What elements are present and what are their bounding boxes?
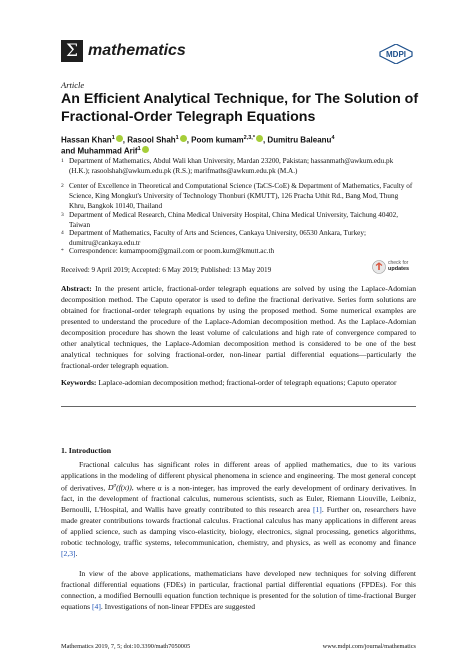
svg-text:MDPI: MDPI (386, 50, 406, 59)
orcid-icon[interactable] (116, 135, 123, 142)
mdpi-logo-icon[interactable] (379, 44, 413, 64)
publication-dates: Received: 9 April 2019; Accepted: 6 May 2019; Published: 13 May 2019 (61, 266, 272, 274)
section-heading: 1. Introduction (61, 446, 112, 455)
abstract: Abstract: In the present article, fractional-order telegraph equations are solved by using the Laplace-Adomian decomposition method. The Caputo operator is used to define the fractional derivative. Series form solutions are obtained for fractional-order telegraph equations by using the proposed method. Some numerical examples are presented to understand the procedure of the Laplace-Adomian decomposition method. As the Laplace-Adomian decomposition procedure has shown the least volume of calculations and high rate of convergence compared to other analytical techniques, the Laplace-Adomian decomposition method is considered to be one of the best analytical techniques for solving fractional-order, non-linear partial differential equations—particularly the fractional-order telegraph equation. (61, 284, 416, 370)
journal-name[interactable]: mathematics (88, 42, 186, 59)
author-list: Hassan Khan$^1$ , Rasool Shah$^1$ , Poom kumam$^{2,3,*}$ , Dumitru Baleanu$^4$ (61, 135, 335, 145)
affiliation: 1 Department of Mathematics, Abdul Wali khan University, Mardan 23200, Pakistan; hassanmath@awkum.edu.pk (H.K.); rasoolshah@awkum.edu.pk (R.S.); marifmaths@awkum.edu.pk (M.A.) (61, 157, 394, 175)
intro-paragraph: Fractional calculus has significant roles in different areas of applied mathematics, due to its various applications in the modeling of different physical phenomena in science and engineering. The most general concept of derivatives, $D^\alpha(f(x))$, where α is a non-integer, has improved the early development of ordinary derivatives. In fact, in the development of fractional calculus, numerous scientists, such as Euler, Riemann Liouville, Leibniz, Bernoulli, L'Hospital, and Wallis have greatly contributed to this research area [1]. Further on, researchers have made greater contributions towards fractional calculus. Fractional calculus has many applications in different areas of applied science, such as damping visco-elasticity, biology, electronics, signal processing, genetics algorithms, robotic technology, traffic systems, telecommunication, chemistry, and physics, as well as economy and finance [2,3]. (61, 460, 417, 559)
citation-link[interactable]: [4] (92, 601, 101, 611)
intro-paragraph: In view of the above applications, mathematicians have developed new techniques for solving different fractional differential equations (FDEs) in particular, fractional partial differential equations (FPDEs). For this connection, a modified Bernoulli equation function technique is presented for the solution of time-fractional Burger equations [4]. Investigations of non-linear FPDEs are suggested (61, 569, 416, 611)
affiliation: 4 Department of Mathematics, Faculty of Arts and Sciences, Cankaya University, 06530 Ankara, Turkey; dumitru@cankaya.edu.tr (61, 229, 366, 247)
journal-logo-icon: Σ (61, 40, 83, 62)
author-name[interactable]: Poom kumam (191, 135, 244, 145)
author-name[interactable]: Hassan Khan (61, 135, 112, 145)
citation-link[interactable]: [2,3] (61, 549, 76, 559)
check-updates-icon (372, 260, 386, 274)
author-list-continued: and Muhammad Arif$^1$ (61, 144, 149, 157)
article-type: Article (61, 80, 85, 90)
author-name[interactable]: Dumitru Baleanu (267, 135, 332, 145)
affiliation: 2 Center of Excellence in Theoretical and Computational Science (TaCS-CoE) & Department of Mathematics, Faculty of Science, King Mongkut's University of Technology Thonburi (KMUTT), 126 Pracha Uthit Rd., Bang Mod, Thung Khru, Bangkok 10140, Thailand (61, 182, 413, 210)
orcid-icon[interactable] (142, 146, 149, 153)
author-name[interactable]: and Muhammad Arif (61, 146, 138, 156)
correspondence: * Correspondence: kumampoom@gmail.com or poom.kum@kmutt.ac.th (61, 247, 275, 255)
affiliation: 3 Department of Medical Research, China Medical University Hospital, China Medical University, Taichung 40402, Taiwan (61, 211, 399, 229)
footer-citation: Mathematics 2019, 7, 5; doi:10.3390/math7050005 (61, 643, 191, 650)
keywords: Keywords: Laplace-adomian decomposition method; fractional-order of telegraph equations; Caputo operator (61, 378, 397, 387)
orcid-icon[interactable] (180, 135, 187, 142)
section-divider (61, 406, 416, 407)
check-for-updates-badge[interactable]: check for updates (372, 259, 420, 275)
footer-journal-url[interactable]: www.mdpi.com/journal/mathematics (322, 643, 416, 650)
citation-link[interactable]: [1] (312, 505, 322, 515)
author-name[interactable]: Rasool Shah (127, 135, 176, 145)
article-title: An Efficient Analytical Technique, for The Solution of Fractional-Order Telegraph Equations (61, 91, 419, 125)
orcid-icon[interactable] (256, 135, 263, 142)
